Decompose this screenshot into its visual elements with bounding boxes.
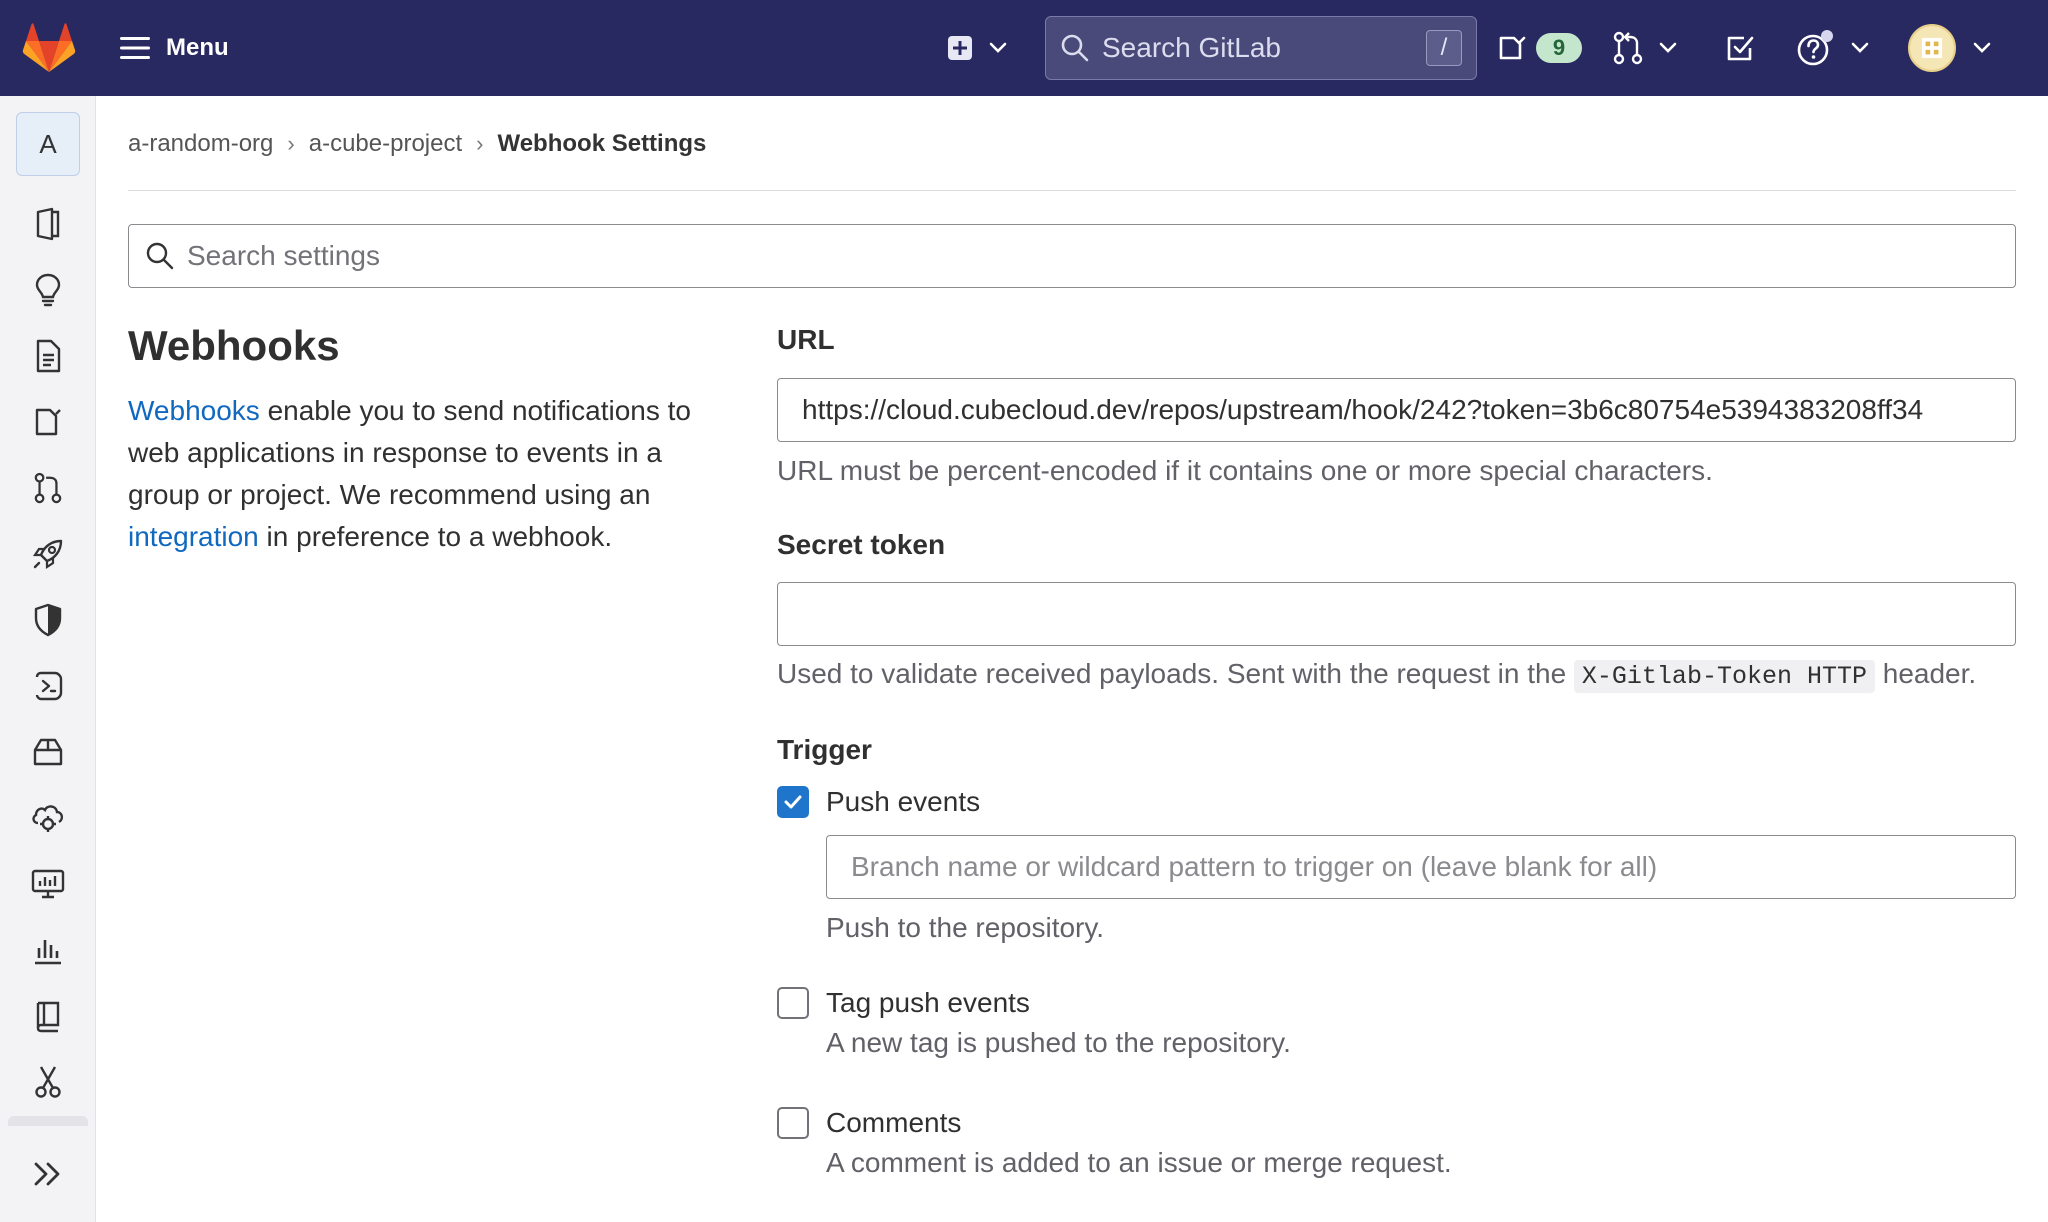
breadcrumb-project[interactable]: a-cube-project [308,130,463,157]
chevron-down-icon [1972,41,1992,55]
chevron-down-icon [1850,41,1870,55]
plus-square-icon [946,34,974,62]
shield-icon [33,603,63,637]
issues-icon [1496,32,1528,64]
sidebar-item-security[interactable] [28,600,68,640]
help-question-icon [1796,28,1836,68]
breadcrumb-current[interactable]: Webhook Settings [497,130,707,157]
comments-checkbox[interactable] [777,1107,809,1139]
secret-help-code: X-Gitlab-Token HTTP [1574,660,1875,693]
sidebar-item-wiki[interactable] [28,996,68,1036]
page-title: Webhooks [128,322,340,369]
webhooks-description [128,390,728,558]
sidebar-item-packages[interactable] [28,732,68,772]
sidebar-item-repository[interactable] [28,336,68,376]
sidebar-item-project-overview[interactable] [28,204,68,244]
chevron-down-icon [988,41,1008,55]
search-placeholder: Search GitLab [1102,32,1281,63]
menu-button[interactable] [118,26,229,70]
secret-token-label: Secret token [777,529,946,560]
book-icon [33,999,63,1033]
lightbulb-icon [33,273,63,307]
deployments-icon [31,669,65,703]
comments-label[interactable]: Comments [826,1107,962,1138]
project-icon [32,207,64,241]
monitor-icon [31,868,65,900]
url-help-text: URL must be percent-encoded if it contains one or more special characters. [777,455,1713,486]
breadcrumb-separator-icon: › [287,131,295,156]
issues-icon [33,406,63,438]
search-icon [1060,33,1090,63]
url-field[interactable]: https://cloud.cubecloud.dev/repos/upstream/hook/242?token=3b6c80754e5394383208ff34 [777,378,2016,442]
menu-label: Menu [166,34,229,61]
push-events-checkbox[interactable] [777,786,809,818]
todos-button[interactable] [1724,26,1756,70]
sidebar-item-learn[interactable] [28,270,68,310]
sidebar-item-issues[interactable] [28,402,68,442]
push-events-help-text: Push to the repository. [826,912,1105,943]
secret-help-post: header. [1874,658,1977,689]
merge-requests-dropdown[interactable] [1612,26,1678,70]
webhooks-desc-text1: enable you to send notifications to web applications in response to events in a group or project. We recommend using an [128,395,691,510]
secret-token-field[interactable] [777,582,2016,646]
webhooks-docs-link[interactable]: Webhooks [128,395,260,426]
sidebar-item-merge-requests[interactable] [28,468,68,508]
sidebar-item-analytics[interactable] [28,930,68,970]
issues-button[interactable] [1496,26,1582,70]
sidebar-item-snippets[interactable] [28,1062,68,1102]
user-menu-dropdown[interactable] [1908,24,1992,72]
chevron-down-icon [1658,41,1678,55]
document-icon [34,339,62,373]
tag-push-events-help-text: A new tag is pushed to the repository. [826,1027,1291,1058]
rocket-icon [31,537,65,571]
cloud-gear-icon [30,801,66,835]
sidebar-item-ci-cd[interactable] [28,534,68,574]
secret-help-pre: Used to validate received payloads. Sent with the request in the [777,658,1574,689]
tag-push-events-label[interactable]: Tag push events [826,987,1030,1018]
create-new-dropdown[interactable] [946,26,1008,70]
breadcrumb-separator-icon: › [476,131,484,156]
search-shortcut-hint: / [1426,30,1462,66]
secret-token-help-text [777,658,1976,691]
trigger-label: Trigger [777,734,872,765]
url-label: URL [777,324,835,355]
breadcrumb-divider [128,190,2016,191]
help-dropdown[interactable] [1796,26,1870,70]
collapse-sidebar-button[interactable] [28,1154,68,1194]
settings-search-input[interactable] [128,224,2016,288]
todo-checkbox-icon [1724,32,1756,64]
integration-link[interactable]: integration [128,521,259,552]
top-navbar [0,0,2048,96]
checkmark-icon [779,788,807,816]
project-avatar[interactable]: A [16,112,80,176]
hamburger-icon [118,35,152,61]
tag-push-events-checkbox[interactable] [777,987,809,1019]
avatar [1908,24,1956,72]
breadcrumb-org[interactable]: a-random-org [128,130,274,157]
push-events-label[interactable]: Push events [826,786,981,817]
sidebar-item-deployments[interactable] [28,666,68,706]
sidebar-item-monitor[interactable] [28,864,68,904]
double-chevron-right-icon [28,1154,68,1194]
settings-search-placeholder: Search settings [187,240,380,271]
package-icon [32,736,64,768]
merge-request-icon [1612,31,1644,65]
sidebar-item-infrastructure[interactable] [28,798,68,838]
scissors-icon [33,1065,63,1099]
push-branch-filter-field[interactable]: Branch name or wildcard pattern to trigger on (leave blank for all) [826,835,2016,899]
gitlab-logo-icon[interactable] [22,22,76,74]
global-search-input[interactable] [1045,16,1477,80]
issues-count-badge: 9 [1536,33,1582,63]
merge-request-icon [33,471,63,505]
comments-help-text: A comment is added to an issue or merge request. [826,1147,1452,1178]
webhooks-desc-text2: in preference to a webhook. [258,521,613,552]
left-sidebar [0,96,96,1222]
chart-icon [32,934,64,966]
search-icon [145,241,175,271]
breadcrumb [128,126,706,162]
sidebar-divider [8,1116,88,1126]
